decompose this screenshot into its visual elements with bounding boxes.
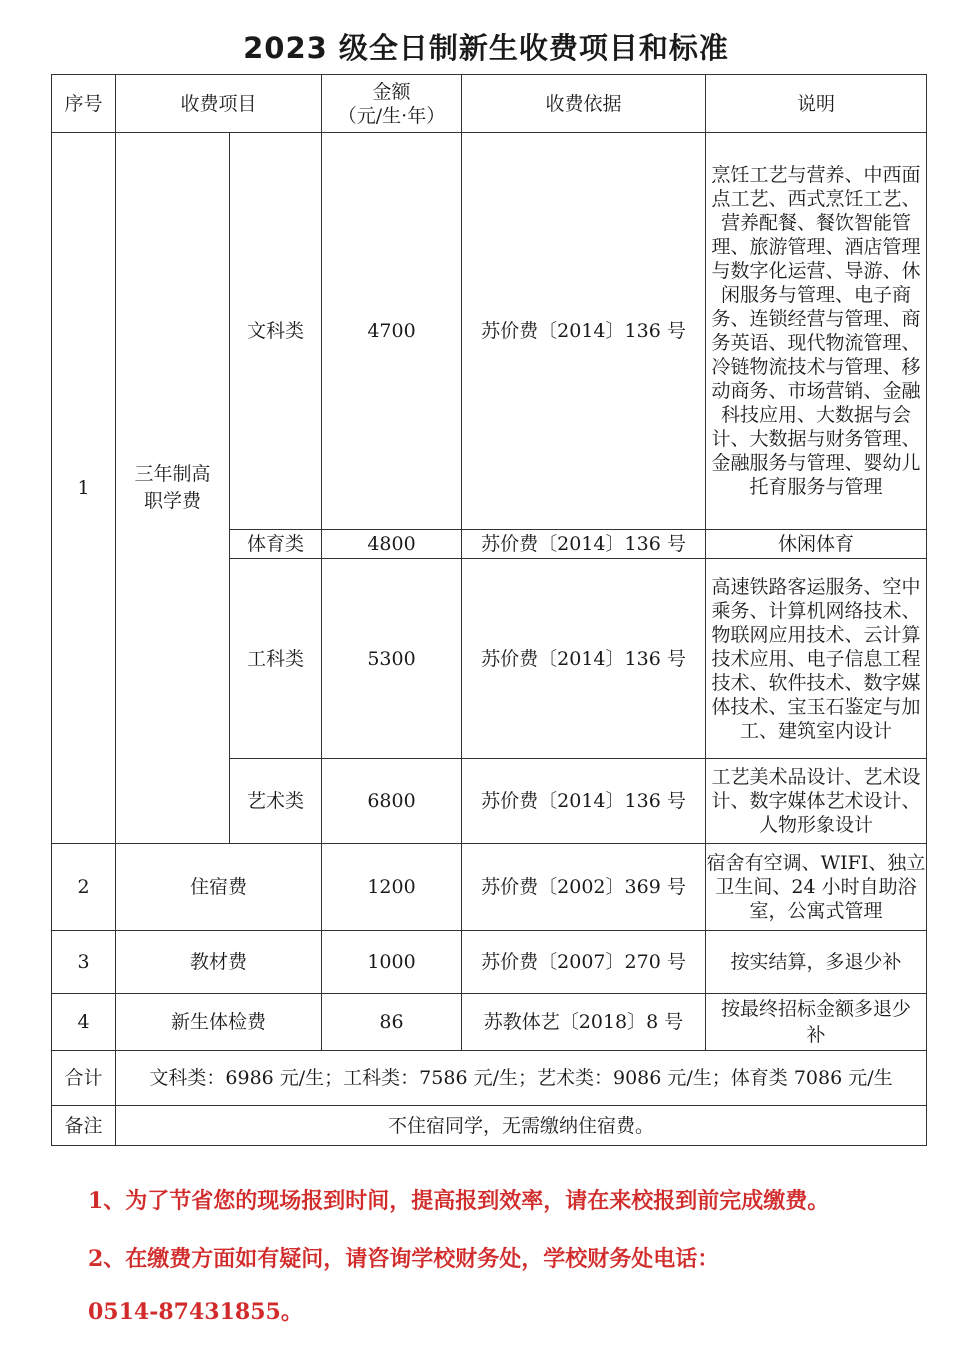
- desc-cell: [706, 759, 927, 844]
- notice-line-1: 1、为了节省您的现场报到时间，提高报到效率，请在来校报到前完成缴费。: [88, 1188, 830, 1214]
- desc-line: 室，公寓式管理: [749, 900, 883, 922]
- desc-line: 务英语、现代物流管理、: [711, 332, 921, 354]
- amount-cell: 1200: [322, 844, 462, 931]
- amount-cell: 4700: [322, 133, 462, 530]
- desc-line: 补: [806, 1024, 826, 1046]
- desc-line: 宿舍有空调、WIFI、独立: [706, 852, 926, 874]
- item-cell: 新生体检费: [116, 994, 322, 1051]
- desc-line: 工艺美术品设计、艺术设: [711, 766, 921, 788]
- desc-cell: [706, 844, 927, 931]
- remark-row: [52, 1106, 927, 1146]
- category-cell: 文科类: [230, 133, 322, 530]
- total-text: 文科类：6986 元/生；工科类：7586 元/生；艺术类：9086 元/生；体育类 7086 元/生: [116, 1051, 927, 1106]
- desc-line: 冷链物流技术与管理、移: [711, 356, 921, 378]
- total-row: [52, 1051, 927, 1106]
- basis-cell: 苏价费〔2014〕136 号: [462, 759, 706, 844]
- desc-line: 按最终招标金额多退少: [721, 998, 912, 1020]
- desc-cell: [706, 530, 927, 559]
- desc-cell: [706, 931, 927, 994]
- header-item: 收费项目: [116, 75, 322, 133]
- seq-cell: 4: [52, 994, 116, 1051]
- fee-table: [51, 74, 927, 1146]
- desc-line: 科技应用、大数据与会: [721, 404, 912, 426]
- table-row: [52, 133, 927, 530]
- desc-line: 烹饪工艺与营养、中西面: [711, 164, 921, 186]
- desc-line: 卫生间、24 小时自助浴: [715, 876, 917, 898]
- table-row: [52, 844, 927, 931]
- tuition-seq: 1: [52, 133, 116, 844]
- basis-cell: 苏价费〔2002〕369 号: [462, 844, 706, 931]
- header-amount-line1: 金额: [372, 80, 411, 103]
- desc-line: 动商务、市场营销、金融: [711, 380, 921, 402]
- tuition-item-label: 三年制高职学费: [134, 463, 211, 512]
- desc-line: 与数字化运营、导游、休: [711, 260, 921, 282]
- item-cell: 住宿费: [116, 844, 322, 931]
- desc-line: 理、旅游管理、酒店管理: [711, 236, 921, 258]
- basis-cell: 苏价费〔2014〕136 号: [462, 133, 706, 530]
- amount-cell: 6800: [322, 759, 462, 844]
- desc-line: 计、数字媒体艺术设计、: [711, 790, 921, 812]
- page-title: 2023 级全日制新生收费项目和标准: [243, 31, 729, 65]
- remark-label: 备注: [52, 1106, 116, 1146]
- header-amount: [322, 75, 462, 133]
- desc-line: 务、连锁经营与管理、商: [711, 308, 921, 330]
- desc-line: 高速铁路客运服务、空中: [711, 575, 921, 598]
- header-amount-line2: （元/生·年）: [337, 104, 446, 127]
- seq-cell: 3: [52, 931, 116, 994]
- basis-cell: 苏价费〔2007〕270 号: [462, 931, 706, 994]
- notice-line-2: 2、在缴费方面如有疑问，请咨询学校财务处，学校财务处电话：: [88, 1246, 720, 1272]
- seq-cell: 2: [52, 844, 116, 931]
- desc-line: 乘务、计算机网络技术、: [711, 599, 921, 622]
- desc-cell: [706, 133, 927, 530]
- header-row: [52, 75, 927, 133]
- category-cell: 体育类: [230, 530, 322, 559]
- desc-line: 休闲体育: [778, 533, 855, 555]
- desc-cell: [706, 994, 927, 1051]
- desc-line: 技术应用、电子信息工程: [711, 647, 921, 670]
- total-label: 合计: [52, 1051, 116, 1106]
- notice-line-3: 0514-87431855。: [88, 1299, 303, 1325]
- category-cell: 工科类: [230, 559, 322, 759]
- item-cell: 教材费: [116, 931, 322, 994]
- desc-cell: [706, 559, 927, 759]
- desc-line: 营养配餐、餐饮智能管: [721, 212, 912, 234]
- desc-line: 点工艺、西式烹饪工艺、: [711, 188, 921, 210]
- tuition-item: [116, 133, 230, 844]
- basis-cell: 苏价费〔2014〕136 号: [462, 559, 706, 759]
- header-seq: 序号: [52, 75, 116, 133]
- desc-line: 金融服务与管理、婴幼儿: [711, 452, 921, 474]
- desc-line: 计、大数据与财务管理、: [711, 428, 921, 450]
- header-desc: 说明: [706, 75, 927, 133]
- remark-text: 不住宿同学，无需缴纳住宿费。: [116, 1106, 927, 1146]
- amount-cell: 1000: [322, 931, 462, 994]
- desc-line: 闲服务与管理、电子商: [721, 284, 912, 306]
- desc-line: 体技术、宝玉石鉴定与加: [711, 695, 921, 718]
- basis-cell: 苏价费〔2014〕136 号: [462, 530, 706, 559]
- desc-line: 技术、软件技术、数字媒: [711, 671, 921, 694]
- desc-line: 按实结算，多退少补: [730, 951, 902, 973]
- amount-cell: 86: [322, 994, 462, 1051]
- basis-cell: 苏教体艺〔2018〕8 号: [462, 994, 706, 1051]
- category-cell: 艺术类: [230, 759, 322, 844]
- table-row: [52, 994, 927, 1051]
- desc-line: 托育服务与管理: [749, 476, 883, 498]
- amount-cell: 5300: [322, 559, 462, 759]
- desc-line: 物联网应用技术、云计算: [711, 623, 921, 646]
- desc-line: 人物形象设计: [759, 814, 874, 836]
- amount-cell: 4800: [322, 530, 462, 559]
- header-basis: 收费依据: [462, 75, 706, 133]
- desc-line: 工、建筑室内设计: [740, 719, 893, 742]
- table-row: [52, 931, 927, 994]
